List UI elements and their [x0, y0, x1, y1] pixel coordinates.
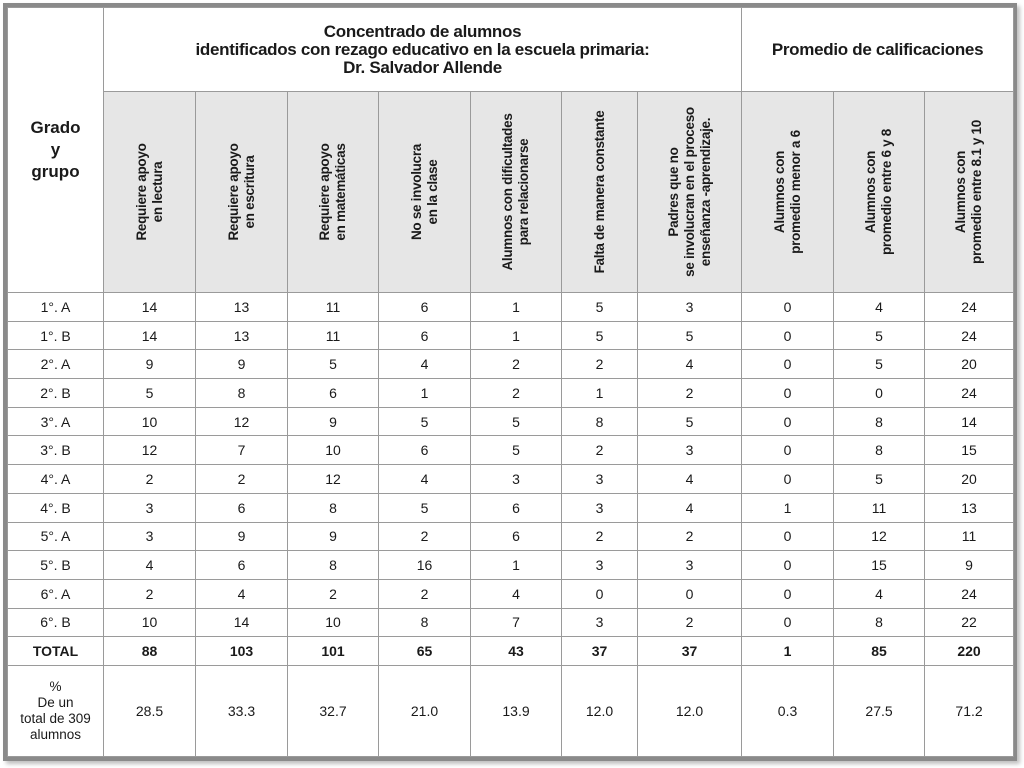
table-cell: 6 [471, 522, 562, 551]
table-cell: 9 [925, 551, 1014, 580]
grade-header-line: grupo [31, 162, 80, 181]
percent-cell: 33.3 [196, 666, 288, 757]
table-cell: 8 [288, 551, 379, 580]
table-cell: 4 [834, 579, 925, 608]
table-cell: 4 [471, 579, 562, 608]
table-cell: 3 [104, 493, 196, 522]
grade-header-line: Grado [30, 118, 81, 137]
table-cell: 5 [638, 407, 742, 436]
table-cell: 16 [379, 551, 471, 580]
table-cell: 1 [379, 379, 471, 408]
table-cell: 0 [742, 551, 834, 580]
table-cell: 4 [834, 293, 925, 322]
table-cell: 9 [288, 407, 379, 436]
table-cell: 9 [288, 522, 379, 551]
table-cell: 5 [379, 407, 471, 436]
table-cell: 2 [379, 522, 471, 551]
table-row [8, 493, 1014, 522]
table-cell: 6 [471, 493, 562, 522]
table-cell: 9 [196, 350, 288, 379]
column-header [925, 92, 1014, 293]
table-cell: 5 [562, 293, 638, 322]
table-cell: 0 [742, 293, 834, 322]
table-cell: 5 [638, 321, 742, 350]
total-cell: 37 [638, 637, 742, 666]
table-cell: 3 [562, 608, 638, 637]
column-header-line: promedio menor a 6 [787, 130, 803, 254]
table-cell: 3 [104, 522, 196, 551]
column-header-label [953, 97, 985, 287]
table-cell: 1 [471, 321, 562, 350]
percent-cell: 12.0 [638, 666, 742, 757]
table-cell: 2 [471, 350, 562, 379]
table-cell: 2 [562, 522, 638, 551]
table-cell: 10 [104, 608, 196, 637]
table-cell: 2 [562, 436, 638, 465]
column-header-label [409, 97, 441, 287]
table-cell: 7 [471, 608, 562, 637]
table-cell: 14 [196, 608, 288, 637]
row-label: 4°. A [8, 465, 104, 494]
column-header-line: No se involucra [408, 143, 424, 241]
row-label: 6°. B [8, 608, 104, 637]
table-cell: 5 [834, 321, 925, 350]
table-cell: 15 [925, 436, 1014, 465]
table-cell: 20 [925, 350, 1014, 379]
column-header-label [863, 97, 895, 287]
column-header [288, 92, 379, 293]
table-cell: 10 [288, 608, 379, 637]
table-cell: 6 [196, 551, 288, 580]
column-header [196, 92, 288, 293]
table-cell: 0 [742, 350, 834, 379]
table-cell: 8 [834, 407, 925, 436]
table-cell: 11 [925, 522, 1014, 551]
table-cell: 3 [638, 436, 742, 465]
table-cell: 3 [562, 465, 638, 494]
column-header [104, 92, 196, 293]
table-cell: 1 [562, 379, 638, 408]
table-cell: 2 [104, 465, 196, 494]
column-header-line: Padres que no [665, 147, 681, 237]
table-cell: 0 [834, 379, 925, 408]
table-cell: 2 [471, 379, 562, 408]
table-row [8, 436, 1014, 465]
table-cell: 2 [196, 465, 288, 494]
total-cell: 220 [925, 637, 1014, 666]
table-cell: 1 [471, 293, 562, 322]
row-label: 6°. A [8, 579, 104, 608]
percent-label-line: total de 309 [20, 711, 91, 727]
table-cell: 8 [834, 608, 925, 637]
table-cell: 3 [562, 493, 638, 522]
table-cell: 22 [925, 608, 1014, 637]
table-cell: 1 [471, 551, 562, 580]
table-cell: 10 [104, 407, 196, 436]
column-header-label [772, 97, 804, 287]
table-cell: 0 [562, 579, 638, 608]
column-header-row [8, 92, 1014, 293]
column-header [562, 92, 638, 293]
table-cell: 9 [104, 350, 196, 379]
table-cell: 5 [471, 407, 562, 436]
table-cell: 2 [562, 350, 638, 379]
table-header [8, 8, 1014, 293]
table-cell: 4 [638, 493, 742, 522]
table-row [8, 551, 1014, 580]
table-cell: 5 [288, 350, 379, 379]
table-cell: 0 [742, 465, 834, 494]
table-cell: 11 [288, 321, 379, 350]
table-row [8, 350, 1014, 379]
column-header [834, 92, 925, 293]
column-header [638, 92, 742, 293]
row-label: 2°. B [8, 379, 104, 408]
table-cell: 12 [104, 436, 196, 465]
column-header-line: para relacionarse [516, 138, 531, 246]
total-cell: 65 [379, 637, 471, 666]
table-cell: 4 [104, 551, 196, 580]
table-cell: 5 [834, 350, 925, 379]
column-header-line: Requiere apoyo [225, 143, 241, 241]
table-cell: 10 [288, 436, 379, 465]
table-cell: 2 [379, 579, 471, 608]
table-cell: 13 [925, 493, 1014, 522]
total-cell: 85 [834, 637, 925, 666]
table-cell: 4 [196, 579, 288, 608]
column-header-label [592, 97, 608, 287]
percent-cell: 21.0 [379, 666, 471, 757]
table-cell: 14 [925, 407, 1014, 436]
row-label: 4°. B [8, 493, 104, 522]
table-cell: 3 [638, 551, 742, 580]
column-header-label [317, 97, 349, 287]
column-header-line: Alumnos con [771, 150, 787, 234]
percent-cell: 71.2 [925, 666, 1014, 757]
table-cell: 13 [196, 321, 288, 350]
title-line: Concentrado de alumnos [323, 21, 522, 41]
table-cell: 14 [104, 321, 196, 350]
table-cell: 3 [638, 293, 742, 322]
table-cell: 5 [562, 321, 638, 350]
grade-group-header [8, 8, 104, 293]
column-header-label [500, 97, 532, 287]
table-cell: 8 [288, 493, 379, 522]
table-cell: 4 [638, 350, 742, 379]
column-header-label [226, 97, 258, 287]
table-cell: 8 [834, 436, 925, 465]
table-cell: 5 [471, 436, 562, 465]
averages-title: Promedio de calificaciones [742, 8, 1014, 92]
table-cell: 7 [196, 436, 288, 465]
total-cell: 103 [196, 637, 288, 666]
total-row [8, 637, 1014, 666]
table-row [8, 579, 1014, 608]
table-cell: 5 [834, 465, 925, 494]
table-cell: 5 [104, 379, 196, 408]
table-cell: 0 [638, 579, 742, 608]
table-cell: 5 [379, 493, 471, 522]
column-header-label [666, 97, 714, 287]
percent-label-line: De un [37, 695, 74, 711]
table-cell: 0 [742, 522, 834, 551]
table-cell: 6 [379, 436, 471, 465]
total-cell: 43 [471, 637, 562, 666]
column-header-line: promedio entre 6 y 8 [879, 128, 895, 256]
table-cell: 6 [379, 293, 471, 322]
total-cell: 1 [742, 637, 834, 666]
percent-cell: 0.3 [742, 666, 834, 757]
table-cell: 24 [925, 379, 1014, 408]
table-cell: 4 [638, 465, 742, 494]
column-header [742, 92, 834, 293]
table-row [8, 321, 1014, 350]
table-row [8, 608, 1014, 637]
column-header [379, 92, 471, 293]
table-cell: 4 [379, 350, 471, 379]
table-cell: 13 [196, 293, 288, 322]
table-row [8, 465, 1014, 494]
total-cell: 88 [104, 637, 196, 666]
table-cell: 0 [742, 321, 834, 350]
table-frame [3, 3, 1017, 761]
title-line: Dr. Salvador Allende [343, 57, 502, 77]
table-cell: 8 [196, 379, 288, 408]
table-cell: 9 [196, 522, 288, 551]
column-header-line: promedio entre 8.1 y 10 [969, 120, 985, 264]
table-cell: 24 [925, 293, 1014, 322]
percent-row [8, 666, 1014, 757]
table-cell: 6 [196, 493, 288, 522]
table-cell: 24 [925, 321, 1014, 350]
table-body [8, 293, 1014, 757]
table-cell: 0 [742, 436, 834, 465]
table-cell: 11 [834, 493, 925, 522]
column-header-line: Requiere apoyo [317, 143, 332, 241]
percent-cell: 32.7 [288, 666, 379, 757]
table-cell: 15 [834, 551, 925, 580]
column-header-line: en lectura [149, 161, 165, 223]
table-row [8, 293, 1014, 322]
table-cell: 2 [288, 579, 379, 608]
table-cell: 0 [742, 379, 834, 408]
table-cell: 2 [638, 608, 742, 637]
table-cell: 11 [288, 293, 379, 322]
table-row [8, 379, 1014, 408]
column-header-line: en la clase [424, 159, 440, 225]
row-label: 3°. B [8, 436, 104, 465]
column-header-line: en escritura [241, 155, 257, 229]
table-cell: 0 [742, 579, 834, 608]
title-line: identificados con rezago educativo en la escuela primaria: [195, 39, 650, 59]
grade-header-line: y [50, 140, 61, 159]
column-header-line: Alumnos con dificultades [500, 113, 515, 271]
table-cell: 0 [742, 407, 834, 436]
table-cell: 4 [379, 465, 471, 494]
table-cell: 8 [562, 407, 638, 436]
column-header-line: Alumnos con [863, 150, 879, 234]
table-cell: 1 [742, 493, 834, 522]
percent-label-line: % [49, 679, 62, 695]
percent-label-line: alumnos [29, 727, 82, 743]
percent-label [8, 666, 104, 757]
table-cell: 20 [925, 465, 1014, 494]
column-header-line: Falta de manera constante [591, 110, 607, 274]
table-cell: 12 [834, 522, 925, 551]
data-table [7, 7, 1014, 757]
table-cell: 3 [471, 465, 562, 494]
table-cell: 24 [925, 579, 1014, 608]
row-label: 1°. A [8, 293, 104, 322]
total-label: TOTAL [8, 637, 104, 666]
table-cell: 2 [638, 379, 742, 408]
percent-cell: 12.0 [562, 666, 638, 757]
column-header-line: se involucran en el proceso [681, 107, 697, 277]
table-cell: 14 [104, 293, 196, 322]
table-cell: 12 [288, 465, 379, 494]
table-cell: 6 [379, 321, 471, 350]
column-header-line: enseñanza -aprendizaje. [697, 117, 713, 267]
table-cell: 12 [196, 407, 288, 436]
table-row [8, 522, 1014, 551]
table-title [104, 8, 742, 92]
row-label: 5°. B [8, 551, 104, 580]
total-cell: 101 [288, 637, 379, 666]
row-label: 1°. B [8, 321, 104, 350]
table-cell: 8 [379, 608, 471, 637]
total-cell: 37 [562, 637, 638, 666]
column-header-line: Requiere apoyo [133, 143, 149, 241]
column-header-line: Alumnos con [953, 150, 969, 234]
percent-cell: 28.5 [104, 666, 196, 757]
row-label: 5°. A [8, 522, 104, 551]
table-cell: 6 [288, 379, 379, 408]
table-cell: 0 [742, 608, 834, 637]
row-label: 3°. A [8, 407, 104, 436]
column-header-label [134, 97, 166, 287]
table-cell: 2 [638, 522, 742, 551]
percent-cell: 13.9 [471, 666, 562, 757]
column-header [471, 92, 562, 293]
column-header-line: en matemáticas [333, 143, 348, 241]
percent-cell: 27.5 [834, 666, 925, 757]
table-cell: 2 [104, 579, 196, 608]
table-cell: 3 [562, 551, 638, 580]
table-row [8, 407, 1014, 436]
row-label: 2°. A [8, 350, 104, 379]
